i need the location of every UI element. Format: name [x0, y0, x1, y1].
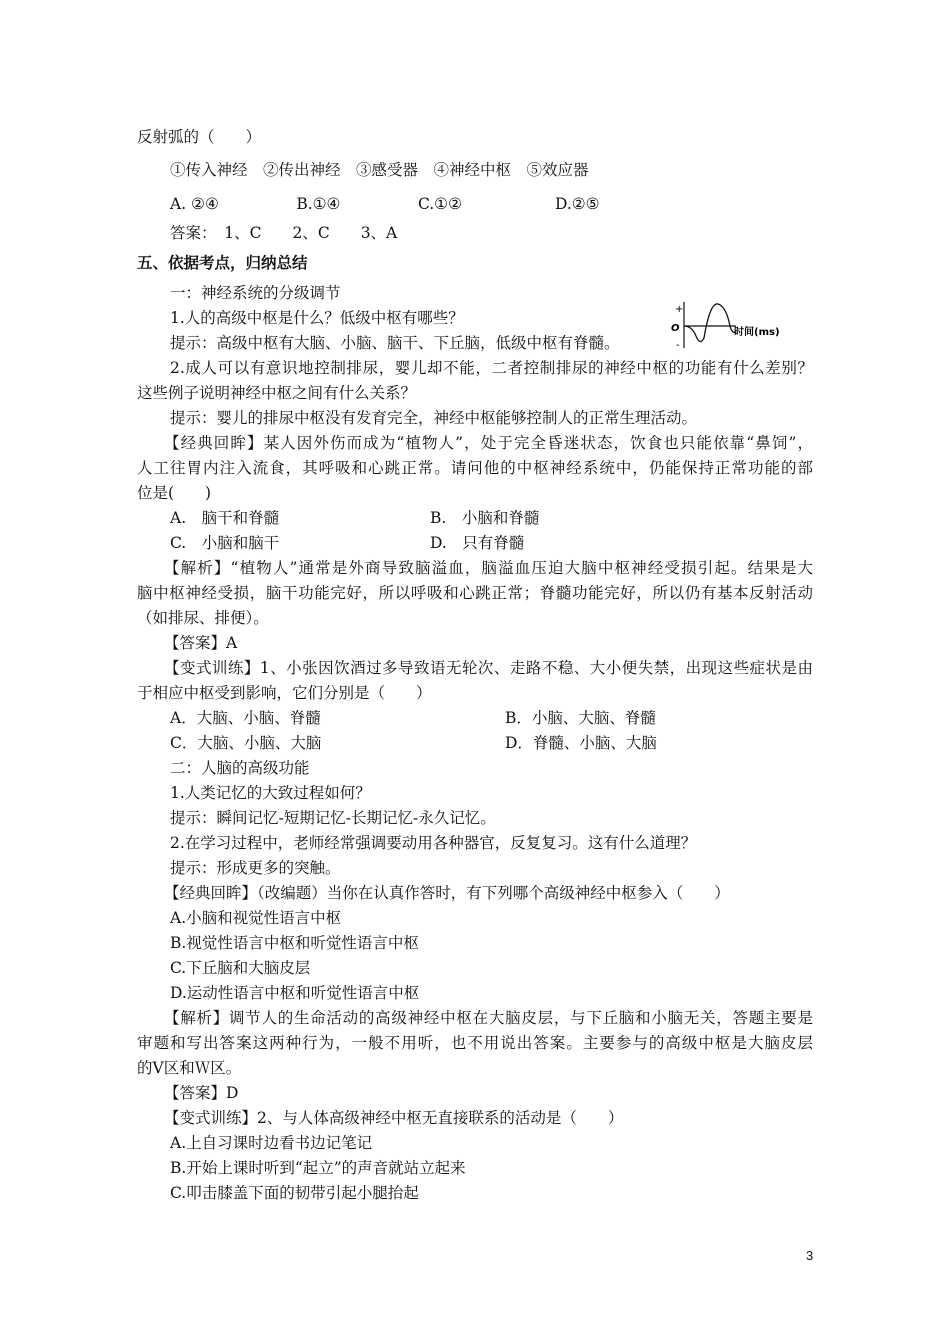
text-line-l16: B. 小脑和脊髓	[430, 509, 540, 527]
graph-origin-label: O	[671, 323, 680, 334]
text-line-l17: C. 小脑和脑干	[170, 534, 280, 552]
text-line-l11: 提示：婴儿的排尿中枢没有发育完全，神经中枢能够控制人的正常生理活动。	[170, 409, 698, 427]
text-line-l22: 【答案】A	[164, 634, 238, 652]
text-line-l05: 五、依据考点，归纳总结	[137, 254, 308, 272]
text-line-l42: 【答案】D	[164, 1084, 239, 1102]
text-line-l46: C.叩击膝盖下面的韧带引起小腿抬起	[170, 1184, 419, 1202]
text-line-l32: 2.在学习过程中，老师经常强调要动用各种器官，反复复习。这有什么道理？	[170, 834, 697, 852]
text-line-l34: 【经典回眸】（改编题）当你在认真作答时，有下列哪个高级神经中枢参入（ ）	[164, 884, 730, 902]
text-line-l39: 【解析】调节人的生命活动的高级神经中枢在大脑皮层，与下丘脑和小脑无关，答题主要是	[164, 1009, 813, 1027]
action-potential-graph	[670, 300, 790, 352]
graph-time-axis-label: 时间(ms)	[734, 327, 780, 338]
text-line-l29: 二：人脑的高级功能	[170, 759, 310, 777]
text-line-l25: A．大脑、小脑、脊髓	[170, 709, 321, 727]
text-line-l07: 1.人的高级中枢是什么？低级中枢有哪些？	[170, 309, 464, 327]
text-line-l43: 【变式训练】2、与人体高级神经中枢无直接联系的活动是（ ）	[164, 1109, 624, 1127]
text-line-l18: D. 只有脊髓	[430, 534, 525, 552]
text-line-l15: A. 脑干和脊髓	[170, 509, 280, 527]
text-line-l26: B．小脑、大脑、脊髓	[505, 709, 656, 727]
page-number: 3	[806, 1248, 814, 1263]
text-line-l23: 【变式训练】1、小张因饮酒过多导致语无轮次、走路不稳、大小便失禁，出现这些症状是由	[164, 659, 813, 677]
text-line-l19: 【解析】“植物人”通常是外商导致脑溢血，脑溢血压迫大脑中枢神经受损引起。结果是大	[164, 559, 813, 577]
text-line-l31: 提示：瞬间记忆-短期记忆-长期记忆-永久记忆。	[170, 809, 496, 827]
graph-minus-sign: -	[676, 340, 680, 351]
text-line-l28: D．脊髓、小脑、大脑	[505, 734, 657, 752]
text-line-l38: D.运动性语言中枢和听觉性语言中枢	[170, 984, 420, 1002]
text-line-l36: B.视觉性语言中枢和听觉性语言中枢	[170, 934, 419, 952]
text-line-l09: 2.成人可以有意识地控制排尿，婴儿却不能，二者控制排尿的神经中枢的功能有什么差别？	[170, 359, 813, 377]
text-line-l10: 这些例子说明神经中枢之间有什么关系？	[137, 384, 417, 402]
text-line-l24: 于相应中枢受到影响，它们分别是（ ）	[137, 684, 432, 702]
text-line-l27: C．大脑、小脑、大脑	[170, 734, 322, 752]
graph-plus-sign: +	[675, 304, 684, 315]
text-line-l20: 脑中枢神经受损，脑干功能完好，所以呼吸和心跳正常；脊髓功能完好，所以仍有基本反射活动	[137, 584, 813, 602]
text-line-l13: 人工往胃内注入流食，其呼吸和心跳正常。请问他的中枢神经系统中，仍能保持正常功能的部	[137, 459, 813, 477]
graph-wave-curve	[684, 304, 736, 342]
text-line-l21: （如排尿、排便）。	[137, 609, 269, 627]
text-line-l08: 提示：高级中枢有大脑、小脑、脑干、下丘脑，低级中枢有脊髓。	[170, 334, 620, 352]
text-line-l45: B.开始上课时听到“起立”的声音就站立起来	[170, 1159, 466, 1177]
text-line-l35: A.小脑和视觉性语言中枢	[170, 909, 342, 927]
text-line-l41: 的Ⅴ区和Ｗ区。	[137, 1059, 242, 1077]
text-line-l03: A. ②④ B.①④ C.①② D.②⑤	[170, 195, 600, 213]
text-line-l33: 提示：形成更多的突触。	[170, 859, 341, 877]
text-line-l04: 答案： 1、C 2、C 3、A	[170, 224, 398, 242]
text-line-l12: 【经典回眸】某人因外伤而成为“植物人”，处于完全昏迷状态，饮食也只能依靠“鼻饲”，	[164, 434, 813, 452]
text-line-l06: 一：神经系统的分级调节	[170, 284, 341, 302]
text-line-l30: 1.人类记忆的大致过程如何？	[170, 784, 371, 802]
text-line-l37: C.下丘脑和大脑皮层	[170, 959, 311, 977]
text-line-l14: 位是( )	[137, 484, 212, 502]
text-line-l02: ①传入神经 ②传出神经 ③感受器 ④神经中枢 ⑤效应器	[170, 161, 589, 179]
text-line-l44: A.上自习课时边看书边记笔记	[170, 1134, 373, 1152]
text-line-l40: 审题和写出答案这两种行为，一般不用听，也不用说出答案。主要参与的高级中枢是大脑皮层	[137, 1034, 813, 1052]
text-line-l01: 反射弧的（ ）	[137, 128, 262, 146]
